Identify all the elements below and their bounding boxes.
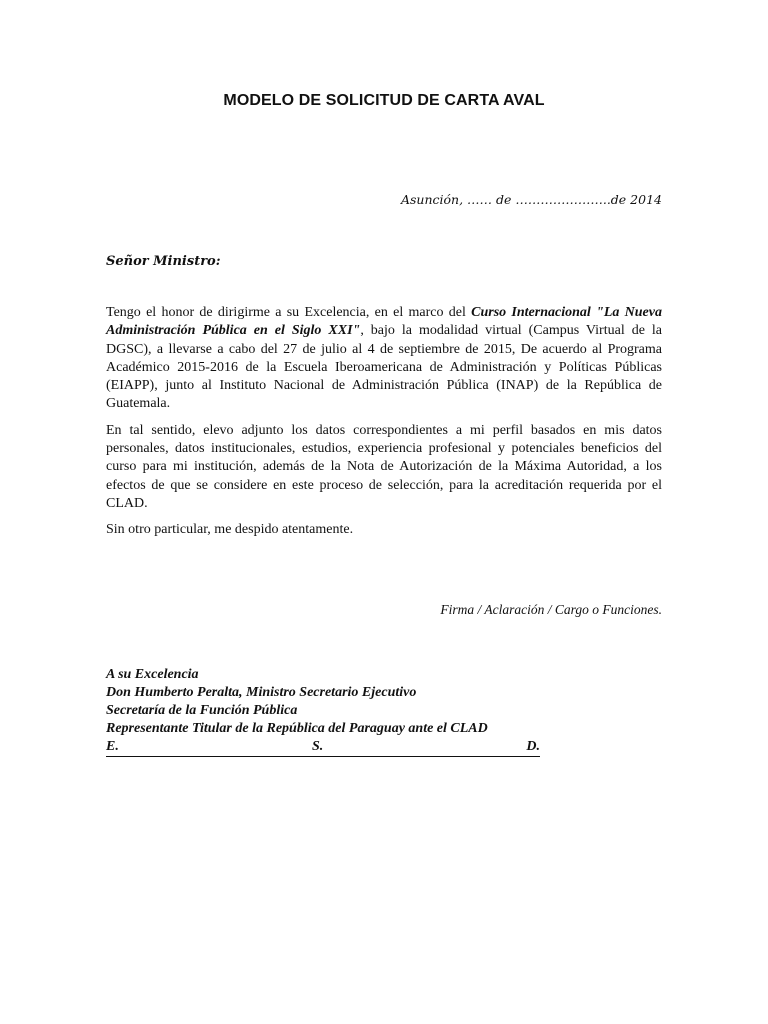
- recipient-line-4: Representante Titular de la República del Paraguay ante el CLAD: [106, 721, 488, 736]
- letter-body: [106, 304, 662, 548]
- recipient-line-2: Don Humberto Peralta, Ministro Secretario Ejecutivo: [106, 685, 417, 700]
- signature-line: Firma / Aclaración / Cargo o Funciones.: [440, 602, 662, 617]
- esd-s: S.: [312, 739, 324, 754]
- paragraph-intro-start: Tengo el honor de dirigirme a su Excelencia, en el marco del: [106, 305, 472, 320]
- salutation: Señor Ministro:: [106, 254, 221, 269]
- date-line: Asunción, …… de …………………..de 2014: [400, 192, 662, 207]
- recipient-line-1: A su Excelencia: [106, 667, 199, 682]
- esd-e: E.: [106, 739, 119, 754]
- esd-d: D.: [526, 739, 540, 754]
- paragraph-closing: Sin otro particular, me despido atentamente.: [106, 522, 354, 538]
- recipient-line-3: Secretaría de la Función Pública: [106, 703, 298, 718]
- paragraph-intro-rest: , bajo la modalidad virtual (Campus Virtual de la DGSC), a llevarse a cabo del 27 de julio al 4 de septiembre de 2015, De acuerdo al Programa Académico 2015-2016 de la Escuela Iberoamericana de Administración y Políticas Públicas (EIAPP), junto al Instituto Nacional de Administración Pública (INAP) de la República de Guatemala.: [106, 323, 662, 412]
- course-name: Curso Internacional "La Nueva Administración Pública en el Siglo XXI": [106, 305, 662, 339]
- esd-line: [106, 738, 540, 757]
- paragraph-attachments: En tal sentido, elevo adjunto los datos correspondientes a mi perfil basados en mis datos personales, datos institucionales, estudios, experiencia profesional y potenciales beneficios del curso para mi institución, además de la Nota de Autorización de la Máxima Autoridad, a los efectos de que se considere en este proceso de selección, para la acreditación requerida por el CLAD.: [106, 422, 662, 511]
- document-title: MODELO DE SOLICITUD DE CARTA AVAL: [223, 92, 545, 109]
- recipient-block: [106, 666, 540, 757]
- paragraph-intro: [106, 304, 662, 414]
